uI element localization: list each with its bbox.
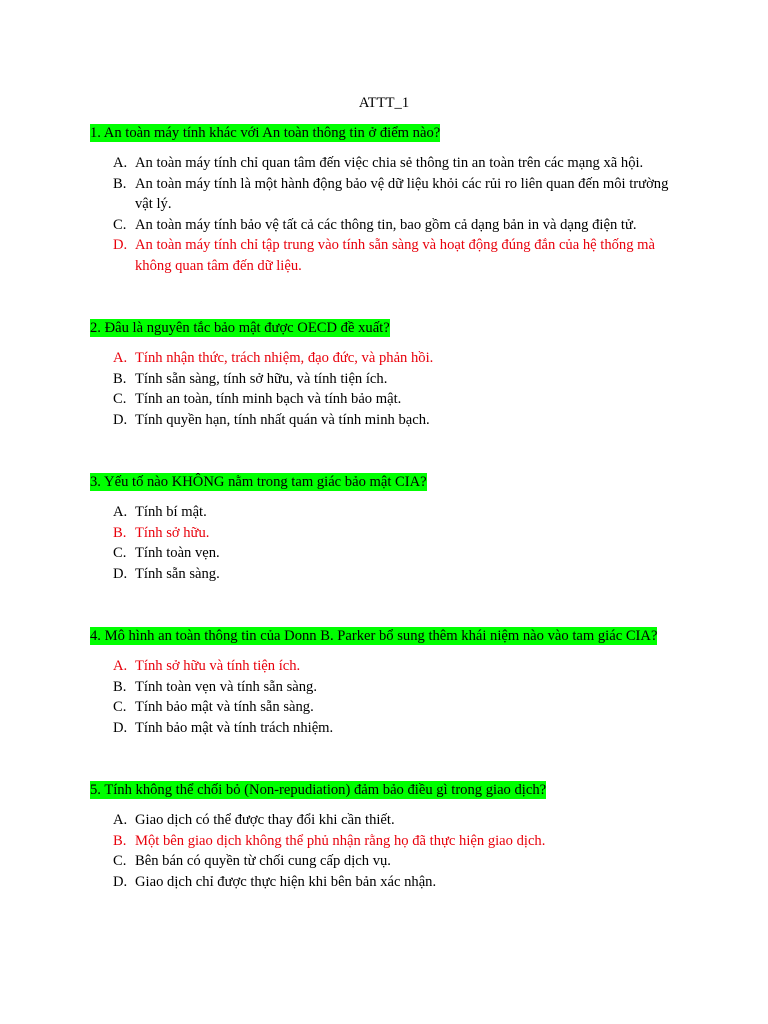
option-b: [90, 523, 680, 544]
option-letter: A.: [113, 812, 128, 828]
option-letter: C.: [113, 391, 127, 408]
option-text: Tính nhận thức, trách nhiệm, đạo đức, và phản hồi.: [135, 350, 434, 366]
option-text: Giao dịch có thể được thay đổi khi cần thiết.: [135, 812, 395, 828]
options-list: [90, 656, 690, 738]
option-c: [90, 697, 680, 718]
option-letter: A.: [113, 658, 128, 674]
page-title: ATTT_1: [358, 95, 410, 111]
option-letter: A.: [113, 350, 128, 366]
option-a: [90, 348, 680, 369]
option-text: Tính bí mật.: [135, 504, 207, 520]
options-list: [90, 348, 690, 430]
option-text: Tính sẵn sàng, tính sở hữu, và tính tiện ích.: [135, 370, 388, 387]
option-text: Tính bảo mật và tính trách nhiệm.: [135, 719, 334, 736]
option-letter: D.: [113, 237, 128, 254]
option-text: An toàn máy tính chỉ quan tâm đến việc chia sẻ thông tin an toàn trên các mạng xã hội.: [135, 155, 644, 171]
option-letter: B.: [113, 678, 127, 695]
option-b: [90, 174, 680, 215]
option-letter: D.: [113, 411, 128, 428]
option-text: Bên bán có quyền từ chối cung cấp dịch vụ.: [135, 853, 391, 870]
option-c: [90, 215, 680, 236]
option-letter: C.: [113, 545, 127, 562]
option-a: [90, 656, 680, 677]
option-text: An toàn máy tính bảo vệ tất cả các thông tin, bao gồm cả dạng bản in và dạng điện tử.: [135, 216, 637, 233]
option-c: [90, 851, 680, 872]
option-text: Tính sẵn sàng.: [135, 565, 220, 582]
option-text: Tính sở hữu.: [135, 524, 210, 541]
option-letter: C.: [113, 216, 127, 233]
option-text: Tính an toàn, tính minh bạch và tính bảo mật.: [135, 391, 402, 408]
option-b: [90, 369, 680, 390]
option-d: [90, 235, 680, 276]
question-text: 2. Đâu là nguyên tắc bảo mật được OECD đề xuất?: [90, 320, 390, 336]
option-d: [90, 564, 680, 585]
option-c: [90, 543, 680, 564]
question-5: [90, 780, 690, 890]
option-text: An toàn máy tính chỉ tập trung vào tính sẵn sàng và hoạt động đúng đắn của hệ thống mà không quan tâm đến dữ liệu.: [135, 237, 655, 274]
option-letter: C.: [113, 699, 127, 716]
question-4: [90, 626, 690, 736]
option-text: Tính bảo mật và tính sẵn sàng.: [135, 699, 314, 716]
options-list: [90, 810, 690, 892]
option-letter: B.: [113, 524, 127, 541]
option-text: Tính toàn vẹn và tính sẵn sàng.: [135, 678, 317, 695]
question-1: [90, 123, 690, 274]
question-3: [90, 472, 690, 582]
option-a: [90, 810, 680, 831]
option-letter: B.: [113, 175, 127, 192]
option-text: An toàn máy tính là một hành động bảo vệ dữ liệu khỏi các rủi ro liên quan đến môi trường vật lý.: [135, 175, 669, 213]
option-d: [90, 872, 680, 893]
question-text: 4. Mô hình an toàn thông tin của Donn B. Parker bổ sung thêm khái niệm nào vào tam giác CIA?: [90, 628, 658, 644]
option-letter: D.: [113, 719, 128, 736]
option-a: [90, 502, 680, 523]
question-text: 5. Tính không thể chối bỏ (Non-repudiation) đảm bảo điều gì trong giao dịch?: [90, 782, 547, 798]
option-text: Một bên giao dịch không thể phủ nhận rằng họ đã thực hiện giao dịch.: [135, 832, 546, 849]
option-letter: A.: [113, 155, 128, 171]
option-letter: D.: [113, 565, 128, 582]
option-text: Tính toàn vẹn.: [135, 545, 220, 562]
question-text: 3. Yếu tố nào KHÔNG nằm trong tam giác bảo mật CIA?: [90, 474, 427, 490]
option-letter: D.: [113, 873, 128, 890]
options-list: [90, 502, 690, 584]
option-b: [90, 831, 680, 852]
option-d: [90, 410, 680, 431]
option-letter: A.: [113, 504, 128, 520]
option-d: [90, 718, 680, 739]
option-letter: B.: [113, 832, 127, 849]
option-a: [90, 153, 680, 174]
question-text: 1. An toàn máy tính khác với An toàn thông tin ở điểm nào?: [90, 125, 441, 141]
question-2: [90, 318, 690, 428]
option-text: Giao dịch chỉ được thực hiện khi bên bản xác nhận.: [135, 873, 437, 890]
option-letter: B.: [113, 370, 127, 387]
option-text: Tính quyền hạn, tính nhất quán và tính minh bạch.: [135, 411, 430, 428]
option-letter: C.: [113, 853, 127, 870]
options-list: [90, 153, 690, 277]
option-text: Tính sở hữu và tính tiện ích.: [135, 658, 301, 674]
option-c: [90, 389, 680, 410]
option-b: [90, 677, 680, 698]
